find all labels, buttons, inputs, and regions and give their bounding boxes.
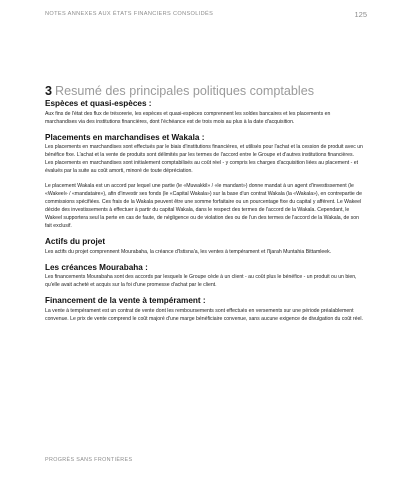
paragraph: Aux fins de l'état des flux de trésorerie, les espèces et quasi-espèces comprennent les soldes bancaires et les placements en marchandises via des institutions financières, dont l'échéance est de trois mois au plus à la date d'acquisition.	[45, 110, 331, 125]
subsection-heading: Les créances Mourabaha :	[45, 262, 148, 272]
paragraph: Les actifs du projet comprennent Mourabaha, la créance d'Istisna'a, les ventes à tempérament et l'Ijarah Muntahia Bittamleek.	[45, 248, 332, 255]
subsection-heading: Placements en marchandises et Wakala :	[45, 132, 205, 142]
paragraph: La vente à tempérament est un contrat de vente dont les remboursements sont effectués en versements sur une période préalablement convenue. Le prix de vente comprend le coût majoré d'une marge bénéficiaire convenue, sans aucune exigence de divulgation du coût réel.	[45, 307, 363, 322]
section-number: 3	[45, 84, 53, 98]
subsection-heading: Espèces et quasi-espèces :	[45, 99, 152, 108]
page-number: 125	[354, 10, 367, 19]
section-body	[45, 99, 363, 323]
paragraph: Les placements en marchandises sont effectués par le biais d'institutions financières, et utilisés pour l'achat et la cession de produit avec un bénéfice fixe. L'achat et la vente de produits sont délimités par les termes de l'accord entre le Groupe et d'autres institutions financières. Les placements en marchandises sont initialement comptabilisés au coût réel - y compris les charges d'acquisition liées au placement - et évalués par la suite au coût amorti, minoré de toute dépréciation.	[45, 144, 363, 175]
paragraph: Le placement Wakala est un accord par lequel une partie (le «Muwakkil» / «le mandant») donne mandat à un agent d'investissement (le «Wakeel» / «mandataire»), afin d'investir ses fonds (le «Capital Wakala») sur la base d'un contrat Wakala (la «Wakala»), en contrepartie de commissions spécifiées. Ces frais de la Wakala peuvent être une somme forfaitaire ou un pourcentage fixe du capital y afférent. Le Wakeel décide des investissements à effectuer à partir du capital Wakala, dans le respect des termes de l'accord de la Wakala. Cependant, le Wakeel supportera seul la perte en cas de faute, de négligence ou de violation des ou de l'un des termes de l'accord de la Wakala, de son fait exclusif.	[45, 182, 362, 230]
page-footer: PROGRÈS SANS FRONTIÈRES	[45, 457, 133, 463]
section-title-text: Resumé des principales politiques comptables	[55, 84, 315, 98]
section-title	[45, 84, 314, 98]
subsection-heading: Financement de la vente à tempérament :	[45, 296, 206, 306]
running-header: NOTES ANNEXES AUX ÉTATS FINANCIERS CONSOLIDÉS	[45, 11, 214, 17]
subsection-heading: Actifs du projet	[45, 237, 106, 247]
paragraph: Les financements Mourabaha sont des accords par lesquels le Groupe cède à un client - au coût plus le bénéfice - un produit ou un bien, qu'elle avait acheté et acquis sur la foi d'une promesse d'achat par le client.	[45, 274, 357, 289]
